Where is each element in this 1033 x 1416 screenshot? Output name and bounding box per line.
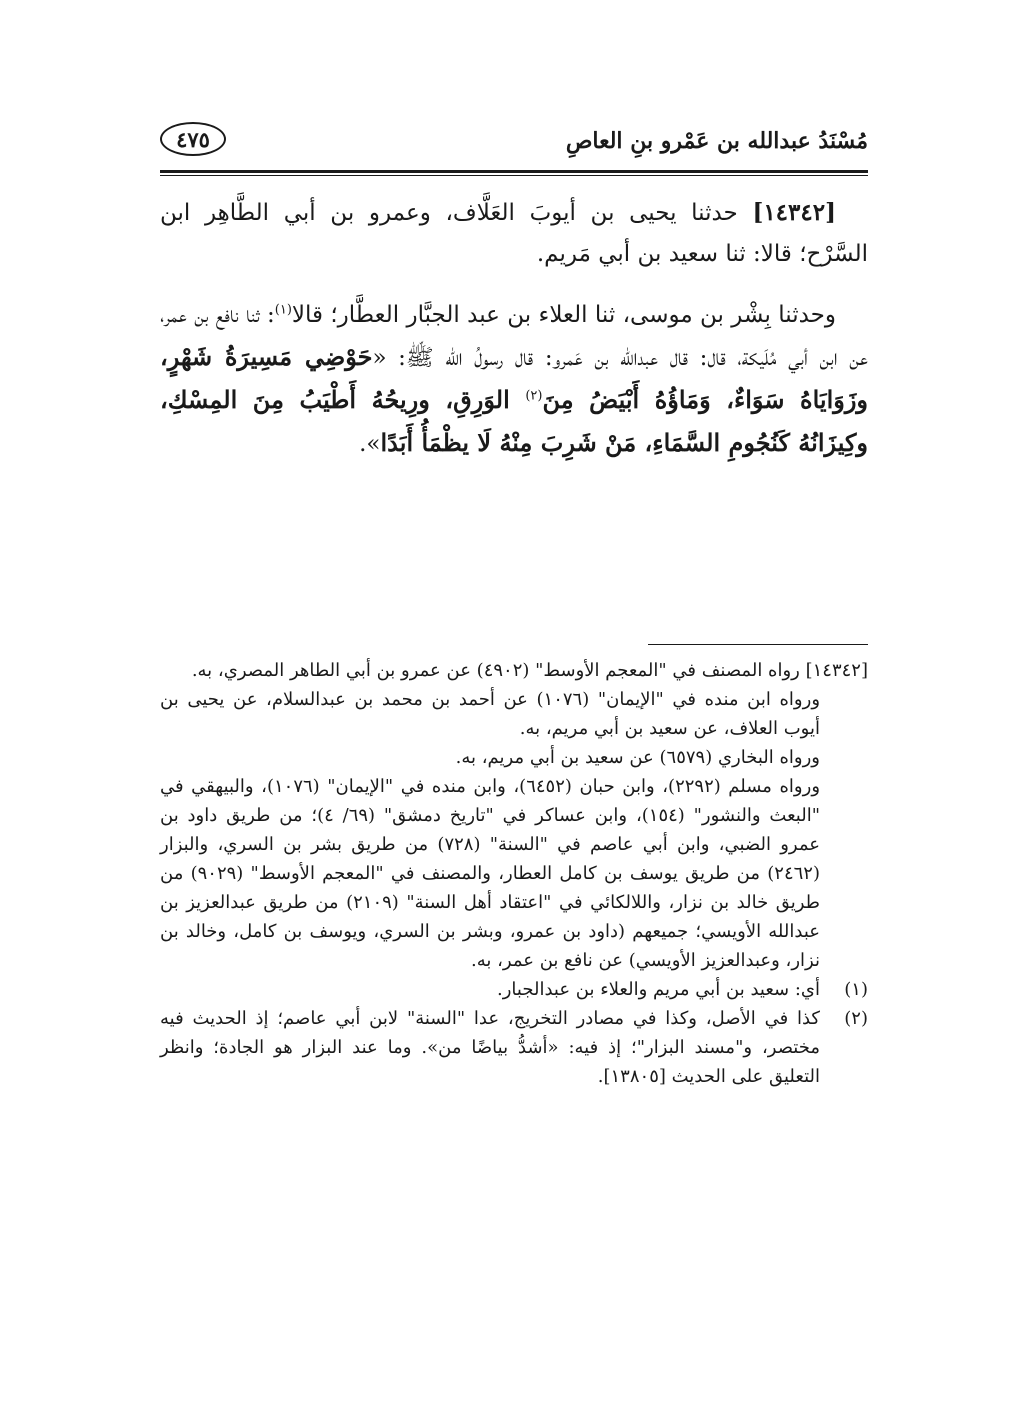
footnote-ref-2[interactable]: (٢) (525, 388, 543, 404)
footnote-1-mark: (١) (844, 979, 868, 1000)
takhrij-line-4: ورواه مسلم (٢٢٩٢)، وابن حبان (٦٤٥٢)، وابن منده في "الإيمان" (١٠٧٦)، والبيهقي في "البعث والنشور" (١٥٤)، وابن عساكر في "تاريخ دمشق" (٦٩/ ٤)؛ من طريق داود بن عمرو الضبي، وابن أبي عاصم في "السنة" (٧٢٨) من طريق بشر بن السري، والبزار (٢٤٦٢) من طريق يوسف بن كامل العطار، والمصنف في "المعجم الأوسط" (٩٠٢٩) من طريق خالد بن نزار، واللالكائي في "اعتقاد أهل السنة" (٢١٠٩) من طريق عبدالعزيز بن عبدالله الأويسي؛ جميعهم (داود بن عمرو، وبشر بن السري، ويوسف بن كامل، وخالد بن نزار، وعبدالعزيز الأويسي) عن نافع بن عمر، به. (160, 776, 821, 971)
hadith-number: [١٤٣٤٢] (752, 199, 836, 226)
takhrij-line-2: ورواه ابن منده في "الإيمان" (١٠٧٦) عن أحمد بن محمد بن عبدالسلام، عن يحيى بن أيوب العلاف، عن سعيد بن أبي مريم، به. (160, 689, 821, 739)
chain-text-a: وحدثنا بِشْر بن موسى، ثنا العلاء بن عبد الجبَّار العطَّار؛ قالا (291, 302, 837, 328)
footnote-separator (648, 644, 868, 645)
footnote-2-text: كذا في الأصل، وكذا في مصادر التخريج، عدا "السنة" لابن أبي عاصم؛ إذ الحديث فيه مختصر، و"مسند البزار"؛ إذ فيه: «أشدُّ بياضًا من». وما عند البزار هو الجادة؛ وانظر التعليق على الحديث [١٣٨٠٥]. (160, 1008, 820, 1087)
hadith-text-paragraph (160, 295, 868, 465)
takhrij-number: [١٤٣٤٢] (805, 660, 868, 681)
hadith-matn-b: الوَرِقِ، ورِيحُهُ أَطْيَبُ مِنَ المِسْكِ، وكِيزَانُهُ كَنُجُومِ السَّمَاءِ، مَنْ شَرِبَ مِنْهُ لَا يظْمَأُ أَبَدًا (160, 385, 868, 457)
footnote-2 (160, 1004, 868, 1091)
takhrij-first-line (160, 656, 868, 685)
footnote-1 (160, 975, 868, 1004)
hadith-chain-paragraph (160, 192, 868, 275)
footnotes (160, 656, 868, 1091)
footnote-ref-1[interactable]: (١) (274, 302, 292, 318)
takhrij-line-1: رواه المصنف في "المعجم الأوسط" (٤٩٠٢) عن عمرو بن أبي الطاهر المصري، به. (191, 660, 800, 681)
chain-text: حدثنا يحيى بن أيوبَ العَلَّاف، وعمرو بن أبي الطَّاهِر ابن السَّرْح؛ قالا: ثنا سعيد بن أبي مَريم. (160, 200, 868, 267)
main-text (160, 192, 868, 465)
footnote-2-mark: (٢) (844, 1008, 868, 1029)
footnote-1-text: أي: سعيد بن أبي مريم والعلاء بن عبدالجبار. (497, 979, 820, 1000)
header-rule-thin (160, 175, 868, 176)
closing-mark: ». (359, 431, 381, 457)
page-header (160, 118, 868, 178)
takhrij-line-3: ورواه البخاري (٦٥٧٩) عن سعيد بن أبي مريم، به. (455, 747, 820, 768)
running-title: مُسْنَدُ عبدالله بن عَمْرو بنِ العاصِ (565, 128, 868, 154)
header-rule-thick (160, 170, 868, 173)
page (160, 118, 868, 1378)
page-number: ٤٧٥ (160, 122, 226, 156)
chain-text-b: : ثنا نافع بن عمر، عن ابن أبي مُلَيكة، قال: قال عبدالله بن عَمرو: قال رسولُ الله ﷺ: « (160, 302, 868, 371)
hadith-matn-a: حَوْضِي مَسِيرَةُ شَهْرٍ، وزَوَايَاهُ سَوَاءٌ، وَمَاؤُهُ أَبْيَضُ مِنَ (160, 342, 869, 414)
